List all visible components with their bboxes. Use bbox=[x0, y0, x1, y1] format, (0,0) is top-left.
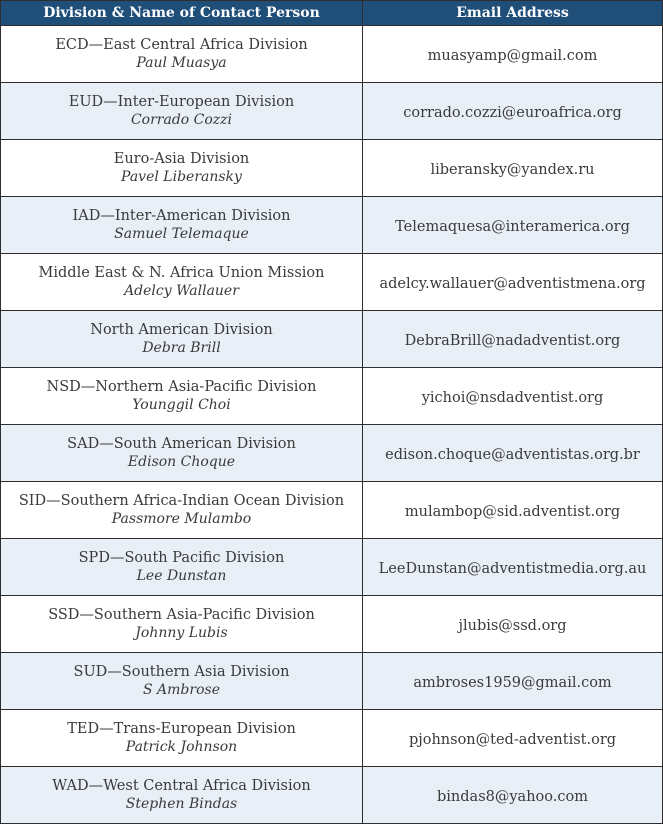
email-cell bbox=[363, 710, 663, 767]
division-cell bbox=[1, 140, 363, 197]
email-address: mulambop@sid.adventist.org bbox=[404, 503, 621, 520]
email-address: pjohnson@ted-adventist.org bbox=[408, 731, 617, 748]
division-cell bbox=[1, 83, 363, 140]
email-address: yichoi@nsdadventist.org bbox=[421, 389, 604, 406]
division-cell bbox=[1, 425, 363, 482]
division-cell bbox=[1, 767, 363, 824]
email-cell bbox=[363, 596, 663, 653]
division-cell bbox=[1, 596, 363, 653]
table-row bbox=[1, 767, 663, 824]
division-name: SUD—Southern Asia Division bbox=[73, 664, 290, 680]
table-row bbox=[1, 596, 663, 653]
email-cell bbox=[363, 254, 663, 311]
email-cell bbox=[363, 482, 663, 539]
email-address: ambroses1959@gmail.com bbox=[413, 674, 612, 691]
email-address: jlubis@ssd.org bbox=[458, 617, 567, 634]
contact-person-name: Passmore Mulambo bbox=[111, 511, 252, 527]
email-address: adelcy.wallauer@adventistmena.org bbox=[379, 275, 646, 292]
email-cell bbox=[363, 539, 663, 596]
table-row bbox=[1, 254, 663, 311]
table-row bbox=[1, 83, 663, 140]
division-name: SPD—South Pacific Division bbox=[78, 550, 285, 566]
email-address: muasyamp@gmail.com bbox=[427, 47, 598, 64]
contact-person-name: Corrado Cozzi bbox=[130, 112, 233, 128]
division-name: TED—Trans-European Division bbox=[67, 721, 296, 737]
division-name: North American Division bbox=[90, 322, 273, 338]
contact-person-name: Johnny Lubis bbox=[135, 625, 228, 641]
table-row bbox=[1, 710, 663, 767]
division-name: IAD—Inter-American Division bbox=[72, 208, 291, 224]
division-cell bbox=[1, 26, 363, 83]
table-row bbox=[1, 140, 663, 197]
division-cell bbox=[1, 368, 363, 425]
table-header-row bbox=[1, 1, 663, 26]
division-name: WAD—West Central Africa Division bbox=[52, 778, 311, 794]
contact-person-name: Patrick Johnson bbox=[125, 739, 238, 755]
division-cell bbox=[1, 710, 363, 767]
contact-person-name: Debra Brill bbox=[142, 340, 221, 356]
table-row bbox=[1, 539, 663, 596]
division-name: Euro-Asia Division bbox=[113, 151, 250, 167]
table-row bbox=[1, 197, 663, 254]
division-name: EUD—Inter-European Division bbox=[68, 94, 295, 110]
column-header-email: Email Address bbox=[363, 1, 663, 26]
email-cell bbox=[363, 425, 663, 482]
contact-person-name: S Ambrose bbox=[143, 682, 220, 698]
table-row bbox=[1, 368, 663, 425]
table-body bbox=[1, 26, 663, 824]
email-cell bbox=[363, 368, 663, 425]
email-cell bbox=[363, 653, 663, 710]
division-cell bbox=[1, 482, 363, 539]
contact-person-name: Adelcy Wallauer bbox=[124, 283, 239, 299]
contact-person-name: Samuel Telemaque bbox=[114, 226, 249, 242]
division-name: NSD—Northern Asia-Pacific Division bbox=[46, 379, 317, 395]
table-row bbox=[1, 653, 663, 710]
division-cell bbox=[1, 653, 363, 710]
email-address: bindas8@yahoo.com bbox=[437, 788, 588, 805]
contact-person-name: Lee Dunstan bbox=[136, 568, 227, 584]
division-cell bbox=[1, 197, 363, 254]
email-address: LeeDunstan@adventistmedia.org.au bbox=[378, 560, 647, 577]
division-name: SID—Southern Africa-Indian Ocean Division bbox=[18, 493, 345, 509]
division-cell bbox=[1, 539, 363, 596]
email-cell bbox=[363, 140, 663, 197]
email-address: edison.choque@adventistas.org.br bbox=[385, 446, 640, 463]
contact-person-name: Stephen Bindas bbox=[125, 796, 238, 812]
division-name: Middle East & N. Africa Union Mission bbox=[38, 265, 325, 281]
email-address: liberansky@yandex.ru bbox=[430, 161, 595, 178]
division-cell bbox=[1, 311, 363, 368]
division-cell bbox=[1, 254, 363, 311]
contact-person-name: Pavel Liberansky bbox=[121, 169, 242, 185]
contact-person-name: Younggil Choi bbox=[132, 397, 231, 413]
email-cell bbox=[363, 26, 663, 83]
email-address: corrado.cozzi@euroafrica.org bbox=[403, 104, 622, 121]
email-cell bbox=[363, 767, 663, 824]
table-row bbox=[1, 482, 663, 539]
email-address: Telemaquesa@interamerica.org bbox=[395, 218, 630, 235]
email-cell bbox=[363, 311, 663, 368]
contact-person-name: Paul Muasya bbox=[136, 55, 227, 71]
division-name: SAD—South American Division bbox=[67, 436, 296, 452]
table-row bbox=[1, 26, 663, 83]
contact-person-name: Edison Choque bbox=[127, 454, 236, 470]
table-row bbox=[1, 425, 663, 482]
division-name: SSD—Southern Asia-Pacific Division bbox=[48, 607, 315, 623]
email-address: DebraBrill@nadadventist.org bbox=[404, 332, 621, 349]
column-header-division: Division & Name of Contact Person bbox=[1, 1, 363, 26]
email-cell bbox=[363, 197, 663, 254]
division-name: ECD—East Central Africa Division bbox=[55, 37, 308, 53]
email-cell bbox=[363, 83, 663, 140]
table-row bbox=[1, 311, 663, 368]
